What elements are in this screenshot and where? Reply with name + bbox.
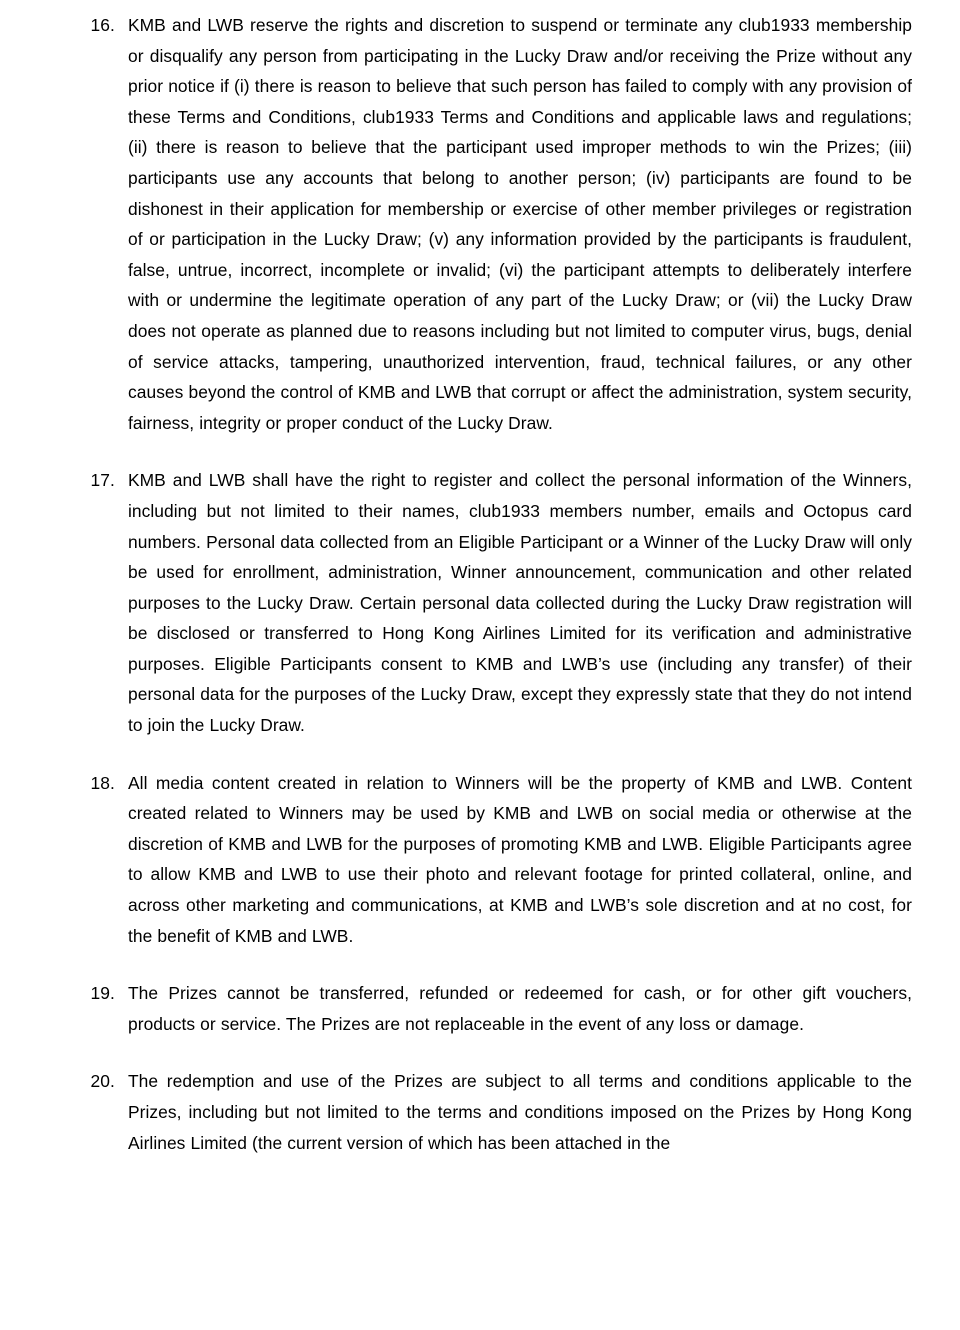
clause-item: [84, 10, 912, 438]
clause-text: The Prizes cannot be transferred, refunded or redeemed for cash, or for other gift vouchers, products or service. The Prizes are not replaceable in the event of any loss or damage.: [128, 983, 912, 1034]
clause-number: 20.: [90, 1071, 115, 1092]
clause-text: All media content created in relation to Winners will be the property of KMB and LWB. Content created related to Winners may be used by KMB and LWB on social media or otherwise at the discretion of KMB and LWB for the purposes of promoting KMB and LWB. Eligible Participants agree to allow KMB and LWB to use their photo and relevant footage for printed collateral, online, and across other marketing and communications, at KMB and LWB’s sole discretion and at no cost, for the benefit of KMB and LWB.: [128, 772, 912, 946]
clause-text: The redemption and use of the Prizes are subject to all terms and conditions applicable to the Prizes, including but not limited to the terms and conditions imposed on the Prizes by Hong Kong Airlines Limited (the current version of which has been attached in the: [128, 1071, 912, 1153]
clause-number: 16.: [90, 15, 115, 35]
clause-number: 17.: [90, 470, 115, 491]
clause-number: 19.: [90, 983, 115, 1004]
clause-text: KMB and LWB reserve the rights and discretion to suspend or terminate any club1933 membership or disqualify any person from participating in the Lucky Draw and/or receiving the Prize without any prior notice if (i) there is reason to believe that such person has failed to comply with any provision of these Terms and Conditions, club1933 Terms and Conditions and applicable laws and regulations; (ii) there is reason to believe that the participant used improper methods to win the Prizes; (iii) participants use any accounts that belong to another person; (iv) participants are found to be dishonest in their application for membership or exercise of other member privileges or registration of or participation in the Lucky Draw; (v) any information provided by the participants is fraudulent, false, untrue, incorrect, incomplete or invalid; (vi) the participant attempts to deliberately interfere with or undermine the legitimate operation of any part of the Lucky Draw; or (vii) the Lucky Draw does not operate as planned due to reasons including but not limited to computer virus, bugs, denial of service attacks, tampering, unauthorized intervention, fraud, technical failures, or any other causes beyond the control of KMB and LWB that corrupt or affect the administration, system security, fairness, integrity or proper conduct of the Lucky Draw.: [128, 15, 912, 433]
clause-item: [84, 978, 912, 1039]
clause-number: 18.: [90, 772, 115, 793]
clause-item: [84, 1066, 912, 1158]
clause-item: [84, 768, 912, 952]
clause-item: [84, 465, 912, 740]
clause-text: KMB and LWB shall have the right to register and collect the personal information of the Winners, including but not limited to their names, club1933 members number, emails and Octopus card numbers. Personal data collected from an Eligible Participant or a Winner of the Lucky Draw will only be used for enrollment, administration, Winner announcement, communication and other related purposes to the Lucky Draw. Certain personal data collected during the Lucky Draw registration will be disclosed or transferred to Hong Kong Airlines Limited for its verification and administrative purposes. Eligible Participants consent to KMB and LWB’s use (including any transfer) of their personal data for the purposes of the Lucky Draw, except they expressly state that they do not intend to join the Lucky Draw.: [128, 470, 912, 736]
